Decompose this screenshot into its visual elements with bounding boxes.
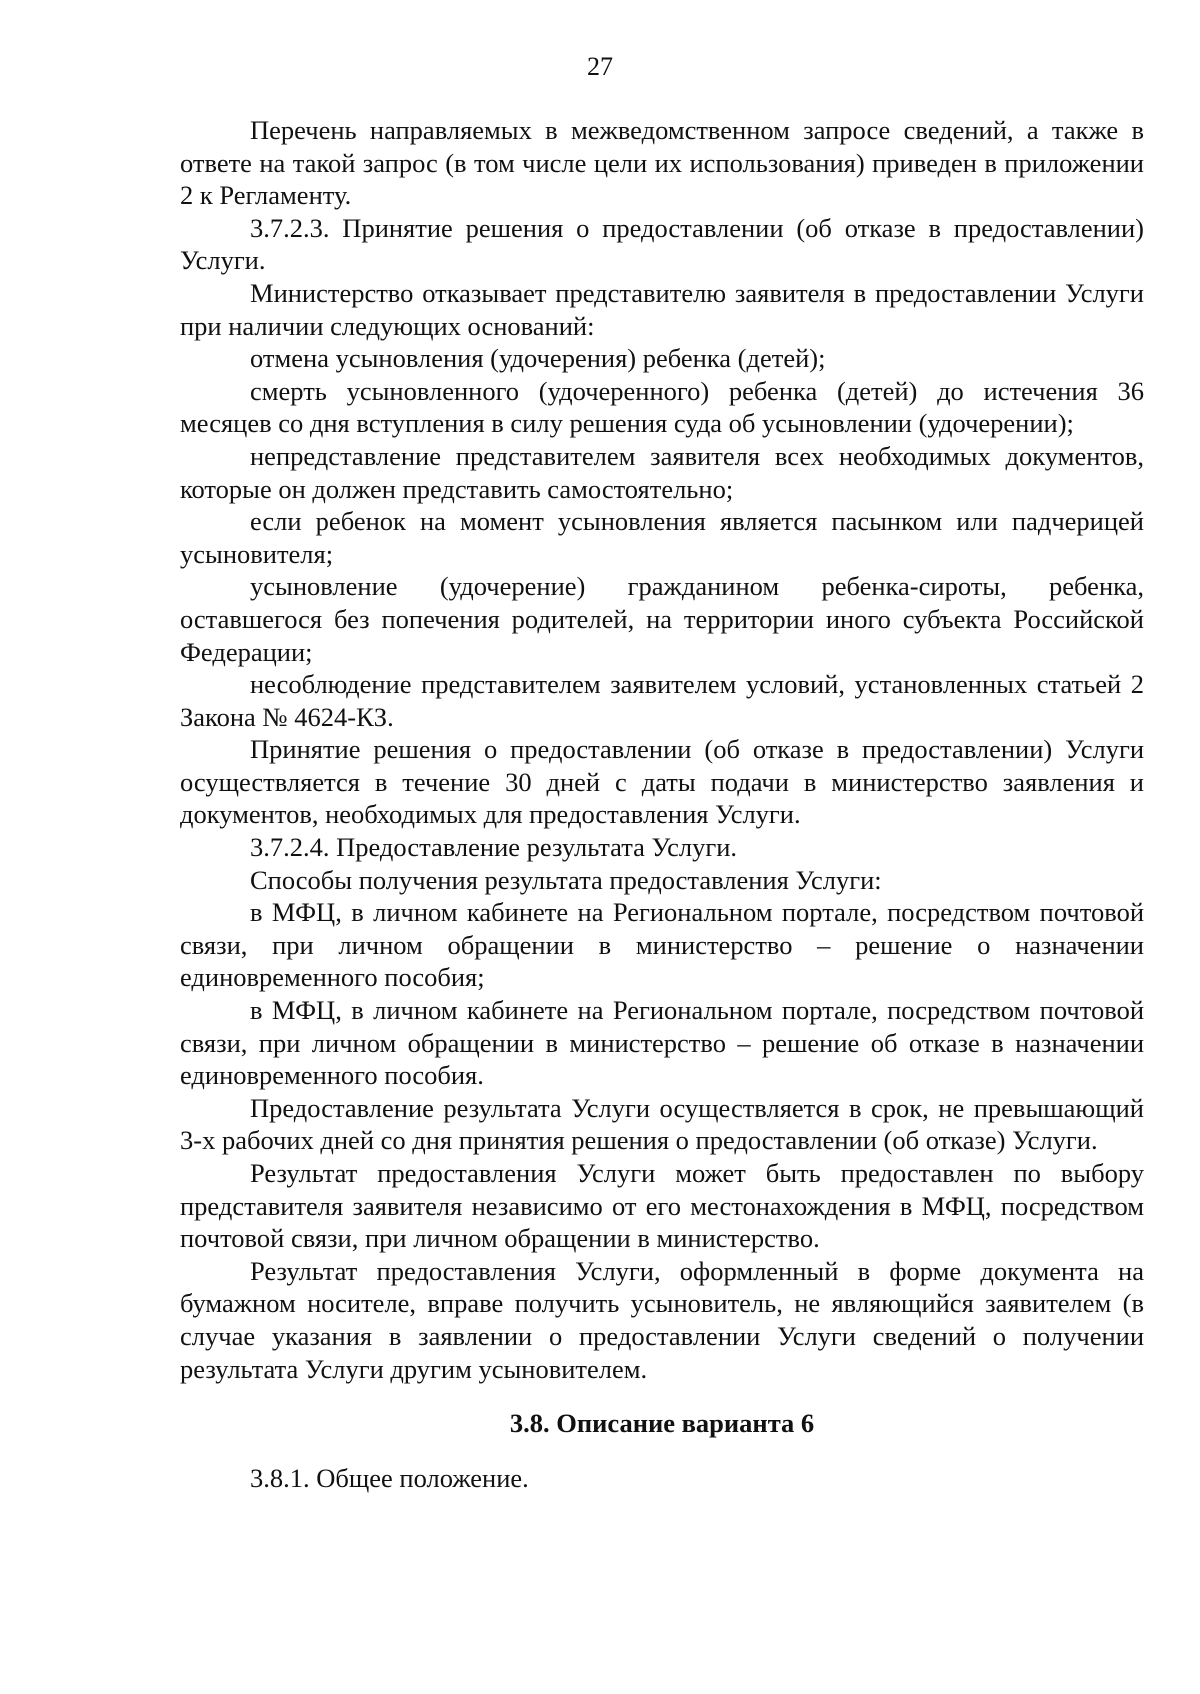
paragraph: в МФЦ, в личном кабинете на Региональном портале, посредством почтовой связи, при личном обращении в министерство – решение о назначении единовременного пособия; — [180, 897, 1144, 993]
paragraph: Способы получения результата предоставления Услуги: — [250, 864, 882, 895]
paragraph: непредставление представителем заявителя всех необходимых документов, которые он должен представить самостоятельно; — [180, 440, 1144, 504]
section-heading: 3.8. Описание варианта 6 — [509, 1408, 815, 1439]
paragraph: 3.7.2.3. Принятие решения о предоставлении (об отказе в предоставлении) Услуги. — [180, 212, 1144, 276]
paragraph: отмена усыновления (удочерения) ребенка (детей); — [250, 343, 826, 374]
paragraph: Принятие решения о предоставлении (об отказе в предоставлении) Услуги осуществляется в течение 30 дней с даты подачи в министерство заявления и документов, необходимых для предоставления Услуги. — [180, 734, 1144, 830]
page-number: 27 — [587, 52, 613, 81]
paragraph: несоблюдение представителем заявителем условий, установленных статьей 2 Закона № 4624-КЗ. — [180, 669, 1144, 732]
paragraph: если ребенок на момент усыновления является пасынком или падчерицей усыновителя; — [180, 506, 1144, 569]
paragraph: усыновление (удочерение) гражданином ребенка-сироты, ребенка, оставшегося без попечения родителей, на территории иного субъекта Российской Федерации; — [180, 571, 1144, 667]
paragraph: Предоставление результата Услуги осуществляется в срок, не превышающий 3-х рабочих дней со дня принятия решения о предоставлении (об отказе) Услуги. — [180, 1092, 1144, 1156]
paragraph: смерть усыновленного (удочеренного) ребенка (детей) до истечения 36 месяцев со дня вступления в силу решения суда об усыновлении (удочерении); — [180, 375, 1144, 439]
paragraph: 3.7.2.4. Предоставление результата Услуги. — [250, 832, 738, 863]
paragraph: Министерство отказывает представителю заявителя в предоставлении Услуги при наличии следующих оснований: — [180, 277, 1144, 341]
document-body — [180, 114, 1144, 1494]
paragraph: 3.8.1. Общее положение. — [250, 1462, 529, 1493]
paragraph: Перечень направляемых в межведомственном запросе сведений, а также в ответе на такой запрос (в том числе цели их использования) приведен в приложении 2 к Регламенту. — [180, 115, 1144, 211]
paragraph: Результат предоставления Услуги может быть предоставлен по выбору представителя заявителя независимо от его местонахождения в МФЦ, посредством почтовой связи, при личном обращении в министерство. — [180, 1158, 1144, 1254]
paragraph: в МФЦ, в личном кабинете на Региональном портале, посредством почтовой связи, при личном обращении в министерство – решение об отказе в назначении единовременного пособия. — [180, 995, 1144, 1091]
paragraph: Результат предоставления Услуги, оформленный в форме документа на бумажном носителе, вправе получить усыновитель, не являющийся заявителем (в случае указания в заявлении о предоставлении Услуги сведений о получении результата Услуги другим усыновителем. — [180, 1255, 1144, 1384]
